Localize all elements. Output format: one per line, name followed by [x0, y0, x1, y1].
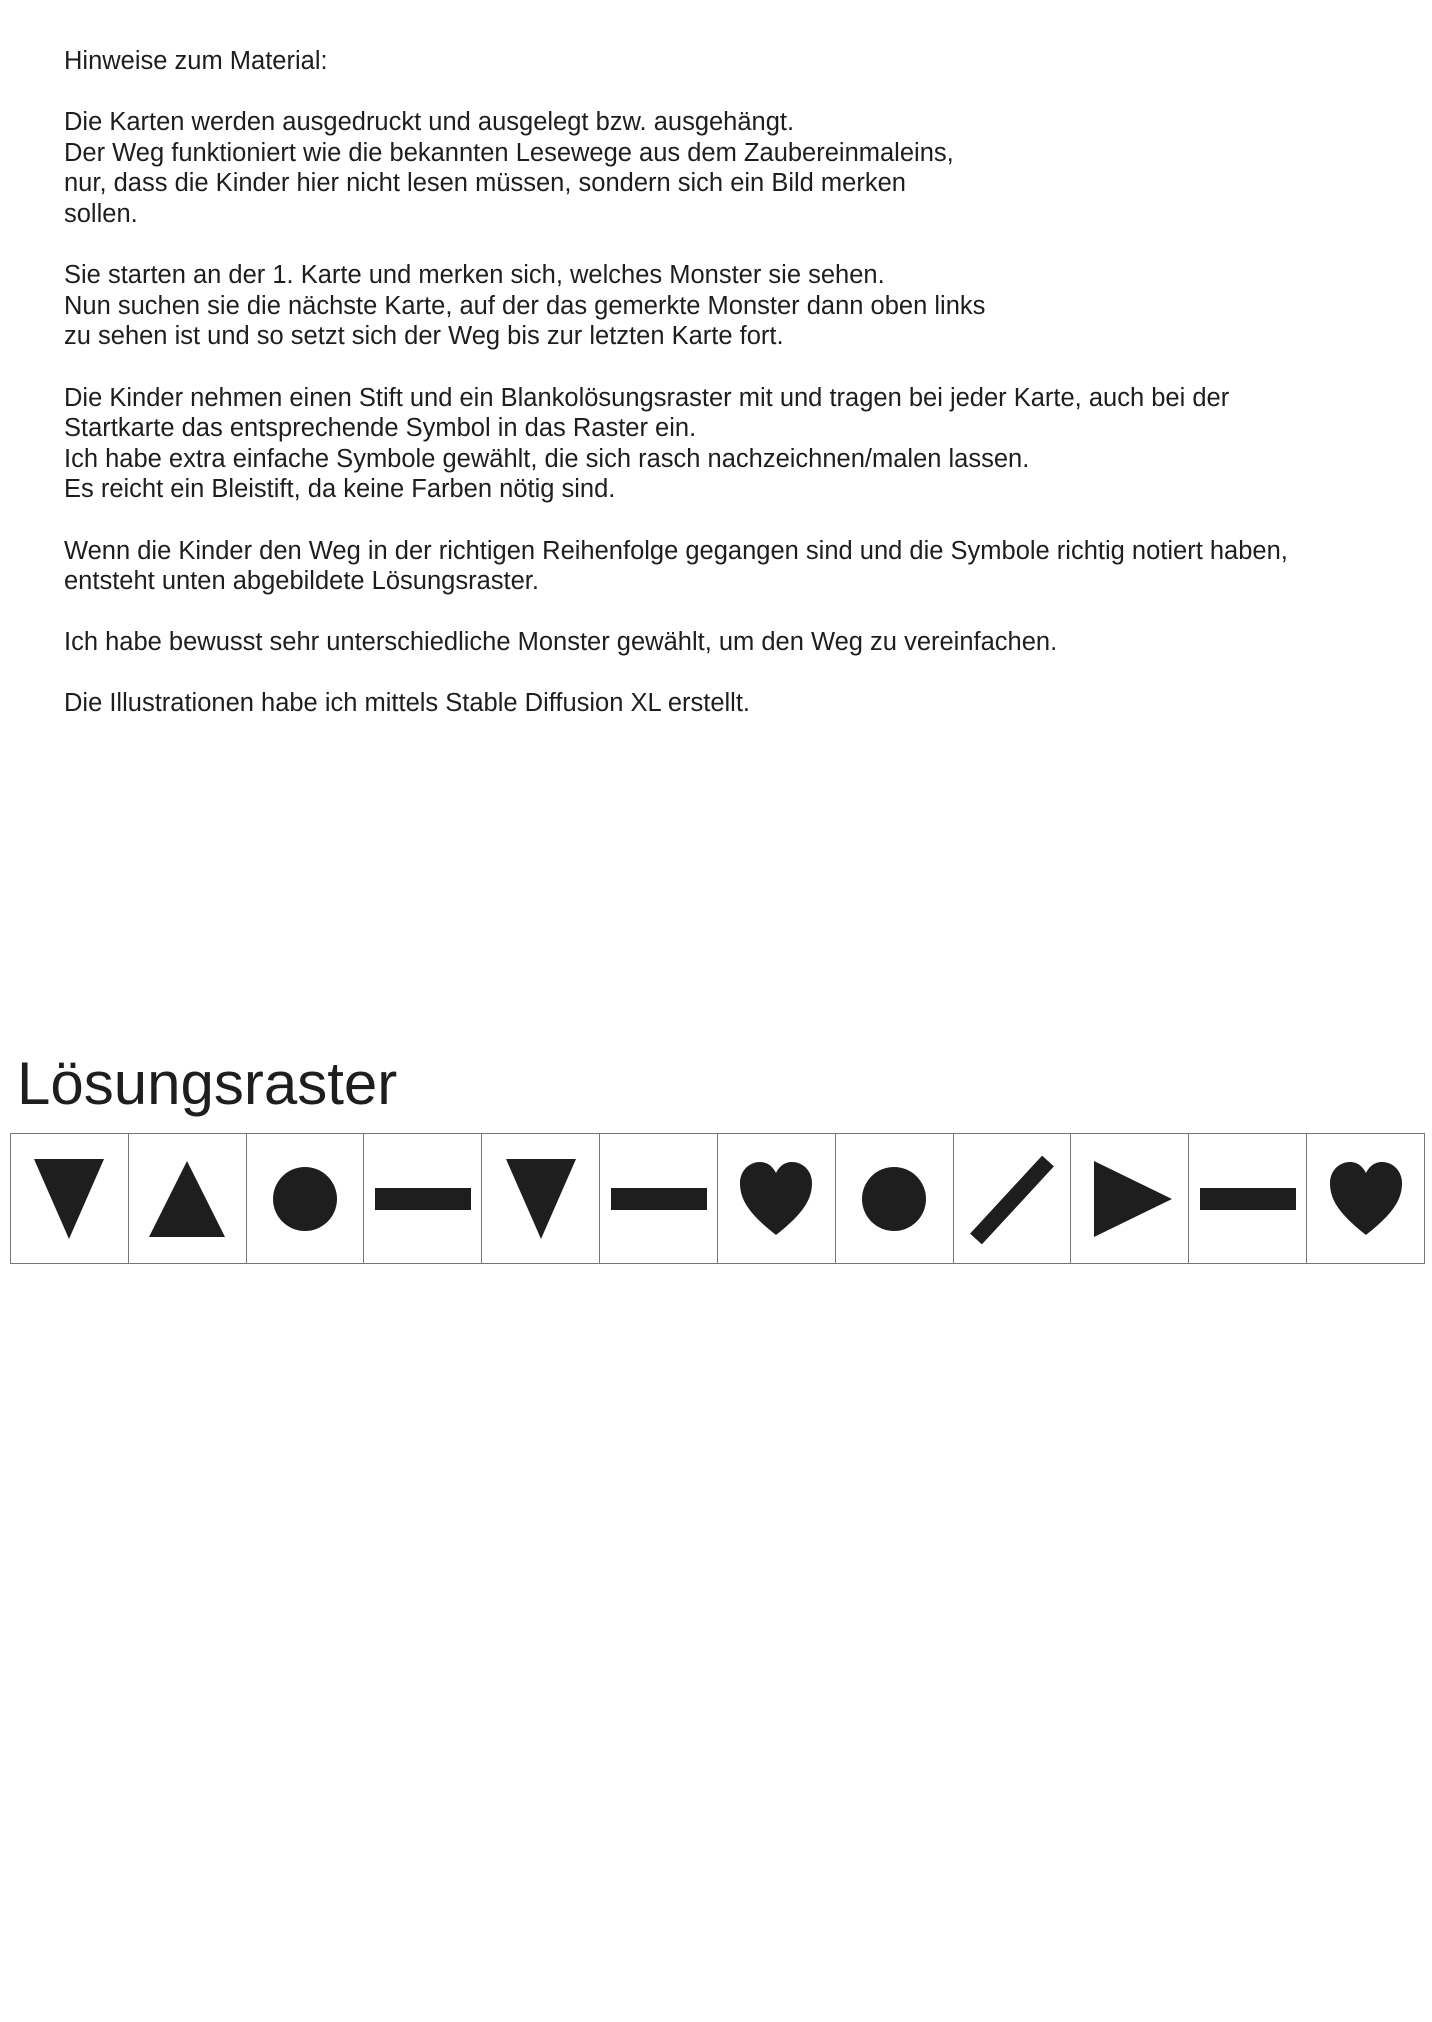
notes-paragraph-6: [64, 688, 1404, 719]
notes-line: Sie starten an der 1. Karte und merken sich, welches Monster sie sehen.: [64, 261, 885, 290]
solution-cell: [482, 1134, 600, 1263]
bar-horizontal-icon: [609, 1149, 709, 1249]
notes-paragraph-4: [64, 536, 1404, 597]
solution-grid-title: Lösungsraster: [17, 1050, 398, 1117]
solution-grid: [10, 1133, 1425, 1264]
solution-cell: [836, 1134, 954, 1263]
notes-line: Der Weg funktioniert wie die bekannten Lesewege aus dem Zaubereinmaleins,: [64, 138, 954, 167]
solution-cell: [364, 1134, 482, 1263]
notes-line: Die Kinder nehmen einen Stift und ein Blankolösungsraster mit und tragen bei jeder Karte, auch bei der: [64, 383, 1230, 412]
solution-cell: [129, 1134, 247, 1263]
heart-icon: [1316, 1149, 1416, 1249]
notes-paragraph-3: [64, 383, 1404, 505]
notes-line: Startkarte das entsprechende Symbol in das Raster ein.: [64, 414, 697, 443]
solution-cell: [1071, 1134, 1189, 1263]
notes-line: Es reicht ein Bleistift, da keine Farben nötig sind.: [64, 475, 616, 504]
solution-cell: [11, 1134, 129, 1263]
bar-horizontal-icon: [373, 1149, 473, 1249]
notes-line: Die Illustrationen habe ich mittels Stable Diffusion XL erstellt.: [64, 689, 751, 718]
solution-cell: [954, 1134, 1072, 1263]
notes-line: Die Karten werden ausgedruckt und ausgelegt bzw. ausgehängt.: [64, 108, 795, 137]
circle-icon: [844, 1149, 944, 1249]
triangle-down-icon: [19, 1149, 119, 1249]
material-notes: [64, 46, 1404, 750]
notes-line: Wenn die Kinder den Weg in der richtigen Reihenfolge gegangen sind und die Symbole richtig notiert haben,: [64, 536, 1288, 565]
slash-diagonal-icon: [962, 1149, 1062, 1249]
circle-icon: [255, 1149, 355, 1249]
notes-heading: Hinweise zum Material:: [64, 47, 328, 75]
notes-line: zu sehen ist und so setzt sich der Weg bis zur letzten Karte fort.: [64, 322, 784, 351]
notes-paragraph-2: [64, 260, 1404, 352]
notes-line: Ich habe extra einfache Symbole gewählt, die sich rasch nachzeichnen/malen lassen.: [64, 444, 1030, 473]
notes-paragraph-1: [64, 107, 1404, 229]
notes-paragraph-5: [64, 627, 1404, 658]
notes-line: nur, dass die Kinder hier nicht lesen müssen, sondern sich ein Bild merken: [64, 169, 906, 198]
notes-line: Nun suchen sie die nächste Karte, auf der das gemerkte Monster dann oben links: [64, 291, 986, 320]
triangle-right-icon: [1080, 1149, 1180, 1249]
solution-cell: [1307, 1134, 1425, 1263]
notes-line: entsteht unten abgebildete Lösungsraster.: [64, 567, 539, 596]
bar-horizontal-icon: [1198, 1149, 1298, 1249]
triangle-up-icon: [137, 1149, 237, 1249]
solution-cell: [600, 1134, 718, 1263]
notes-line: sollen.: [64, 199, 138, 228]
heart-icon: [726, 1149, 826, 1249]
solution-cell: [718, 1134, 836, 1263]
solution-cell: [247, 1134, 365, 1263]
notes-line: Ich habe bewusst sehr unterschiedliche Monster gewählt, um den Weg zu vereinfachen.: [64, 628, 1058, 657]
solution-cell: [1189, 1134, 1307, 1263]
triangle-down-icon: [491, 1149, 591, 1249]
